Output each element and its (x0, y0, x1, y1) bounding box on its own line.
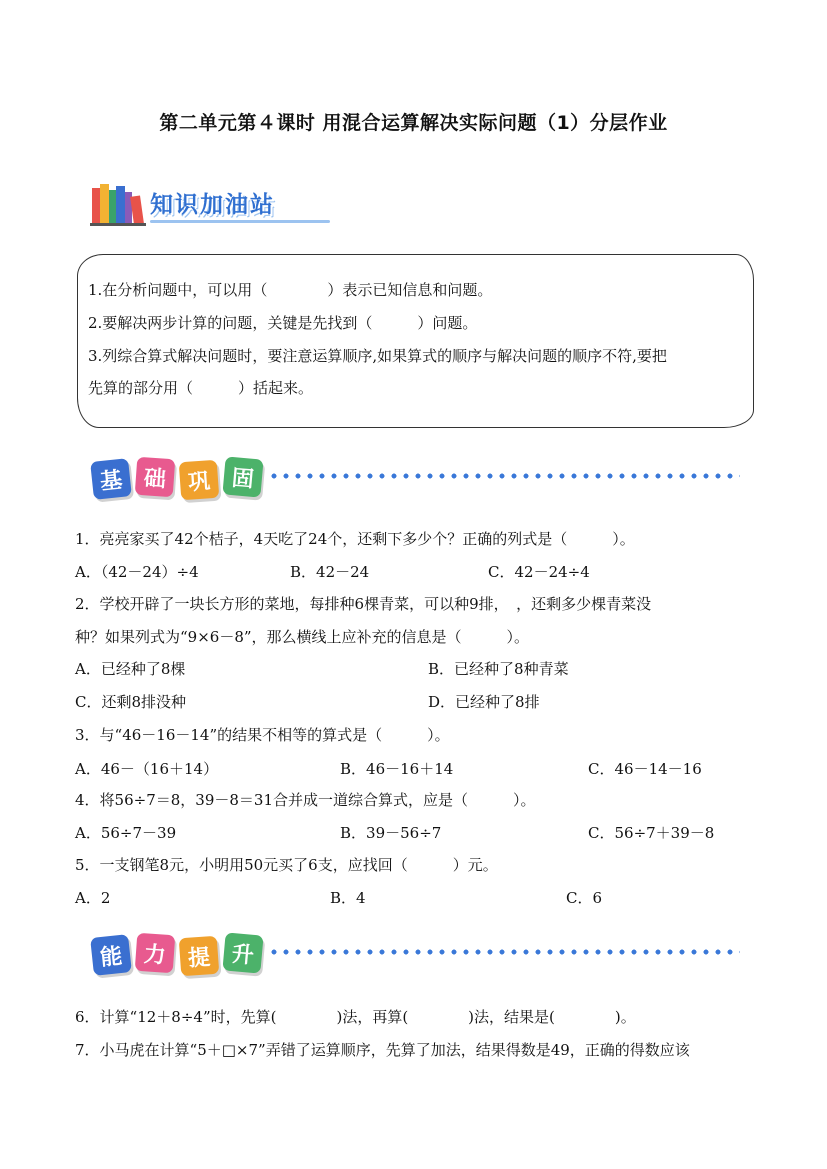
q4-option-c: C．56÷7＋39－8 (588, 824, 715, 842)
knowledge-header (90, 178, 330, 230)
q2-option-d: D．已经种了8排 (428, 693, 540, 711)
question-2: 2．学校开辟了一块长方形的菜地，每排种6棵青菜，可以种9排， ，还剩多少棵青菜没 (75, 595, 652, 613)
q5-option-a: A．2 (75, 889, 111, 907)
q4-option-b: B．39－56÷7 (340, 824, 442, 842)
q3-option-c: C．46－14－16 (588, 760, 702, 778)
q2-option-b: B．已经种了8种青菜 (428, 660, 569, 678)
page-title: 第二单元第４课时 用混合运算解决实际问题（1）分层作业 (159, 112, 668, 134)
question-1: 1．亮亮家买了42个桔子，4天吃了24个，还剩下多少个？正确的列式是（ ）。 (75, 530, 635, 548)
section-advanced-header (88, 930, 768, 984)
tile-5: 能 (90, 934, 132, 976)
question-6: 6．计算“12＋8÷4”时，先算( )法，再算( )法，结果是( )。 (75, 1008, 636, 1026)
q3-option-a: A．46－（16＋14） (75, 760, 219, 778)
question-4: 4．将56÷7＝8，39－8＝31合并成一道综合算式，应是（ ）。 (75, 791, 536, 809)
q5-option-c: C．6 (566, 889, 603, 907)
q1-option-a: A．（42－24）÷4 (75, 563, 199, 581)
question-2-line-2: 种？如果列式为“9×6－8”，那么横线上应补充的信息是（ ）。 (75, 628, 530, 646)
dotted-line-2 (268, 949, 740, 955)
tile-7: 提 (179, 936, 220, 977)
knowledge-line-1: 1.在分析问题中，可以用（ ）表示已知信息和问题。 (88, 281, 493, 299)
q3-option-b: B．46－16＋14 (340, 760, 454, 778)
q5-option-b: B．4 (330, 889, 366, 907)
knowledge-line-3: 3.列综合算式解决问题时，要注意运算顺序,如果算式的顺序与解决问题的顺序不符,要把 (88, 347, 667, 365)
books-icon (90, 182, 146, 226)
knowledge-header-text: 知识加油站 (150, 192, 275, 218)
knowledge-line-4: 先算的部分用（ ）括起来。 (88, 379, 314, 397)
tile-1: 基 (90, 458, 132, 500)
question-7: 7．小马虎在计算“5＋□×7”弄错了运算顺序，先算了加法，结果得数是49，正确的得数应该 (75, 1041, 690, 1059)
dotted-line-1 (268, 473, 740, 479)
q1-option-b: B．42－24 (290, 563, 370, 581)
q1-option-c: C．42－24÷4 (488, 563, 590, 581)
question-5: 5．一支钢笔8元，小明用50元买了6支，应找回（ ）元。 (75, 856, 498, 874)
tile-2: 础 (135, 457, 176, 498)
tile-6: 力 (135, 933, 176, 974)
tile-8: 升 (222, 932, 263, 973)
knowledge-line-2: 2.要解决两步计算的问题，关键是先找到（ ）问题。 (88, 314, 478, 332)
tile-3: 巩 (179, 460, 220, 501)
q4-option-a: A．56÷7－39 (75, 824, 177, 842)
tile-4: 固 (222, 456, 263, 497)
section-basic-header (88, 454, 768, 508)
q2-option-a: A．已经种了8棵 (75, 660, 186, 678)
header-underline (150, 220, 330, 223)
question-3: 3．与“46－16－14”的结果不相等的算式是（ ）。 (75, 726, 450, 744)
q2-option-c: C．还剩8排没种 (75, 693, 187, 711)
